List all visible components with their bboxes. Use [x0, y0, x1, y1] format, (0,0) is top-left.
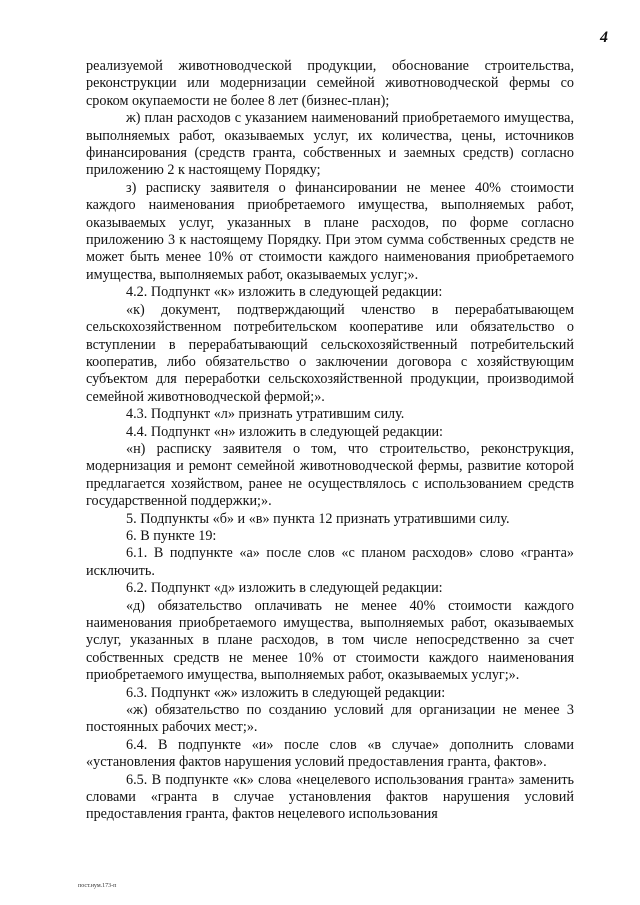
- paragraph: 6.3. Подпункт «ж» изложить в следующей редакции:: [126, 684, 446, 701]
- paragraph: 4.3. Подпункт «л» признать утратившим силу.: [126, 406, 405, 423]
- paragraph: з) расписку заявителя о финансировании не менее 40% стоимости каждого наименования приобретаемого имущества, выполняемых работ, оказываемых услуг, указанных в плане расходов, по форме согласно приложению 3 к настоящему Порядку. При этом сумма собственных средств не может быть менее 10% от стоимости каждого наименования приобретаемого имущества, выполняемых работ, оказываемых услуг;».: [86, 179, 574, 283]
- paragraph: ж) план расходов с указанием наименований приобретаемого имущества, выполняемых работ, оказываемых услуг, их количества, цены, источников финансирования (средств гранта, собственных и заемных средств) согласно приложению 2 к настоящему Порядку;: [86, 110, 574, 179]
- document-body: [86, 58, 574, 824]
- paragraph: реализуемой животноводческой продукции, обоснование строительства, реконструкции или модернизации семейной животноводческой фермы со сроком окупаемости не более 8 лет (бизнес-план);: [86, 58, 574, 109]
- paragraph: 6.4. В подпункте «и» после слов «в случае» дополнить словами «установления фактов нарушения условий предоставления гранта, фактов».: [86, 736, 574, 771]
- paragraph: 6.1. В подпункте «а» после слов «с планом расходов» слово «гранта» исключить.: [86, 545, 574, 579]
- paragraph: 4.4. Подпункт «н» изложить в следующей редакции:: [126, 423, 444, 440]
- page-number: 4: [600, 29, 608, 46]
- paragraph: 5. Подпункты «б» и «в» пункта 12 признать утратившими силу.: [126, 510, 510, 527]
- paragraph: «н) расписку заявителя о том, что строительство, реконструкция, модернизация и ремонт семейной животноводческой фермы, развитие которой предлагается хозяйством, ранее не осуществлялось с использованием средств государственной поддержки;».: [86, 440, 574, 510]
- footer-code: пост.нум.173-п: [78, 883, 117, 889]
- paragraph: 6.2. Подпункт «д» изложить в следующей редакции:: [126, 580, 443, 597]
- paragraph: 6.5. В подпункте «к» слова «нецелевого использования гранта» заменить словами «гранта в случае установления фактов нарушения условий предоставления гранта, фактов нецелевого использования: [86, 771, 574, 823]
- paragraph: «к) документ, подтверждающий членство в перерабатывающем сельскохозяйственном потребительском кооперативе или обязательство о вступлении в перерабатывающий сельскохозяйственный потребительский кооператив, либо обязательство о заключении договора с хозяйствующим субъектом для переработки сельскохозяйственной продукции, производимой семейной животноводческой фермой;».: [86, 301, 574, 405]
- paragraph: «ж) обязательство по созданию условий для организации не менее 3 постоянных рабочих мест;».: [86, 702, 574, 736]
- paragraph: 6. В пункте 19:: [126, 527, 217, 544]
- paragraph: 4.2. Подпункт «к» изложить в следующей редакции:: [126, 284, 443, 301]
- paragraph: «д) обязательство оплачивать не менее 40% стоимости каждого наименования приобретаемого имущества, выполняемых работ, оказываемых услуг, указанных в плане расходов, в том числе непосредственно за счет собственных средств не менее 10% от стоимости каждого наименования приобретаемого имущества, выполняемых работ, оказываемых услуг;».: [86, 597, 574, 684]
